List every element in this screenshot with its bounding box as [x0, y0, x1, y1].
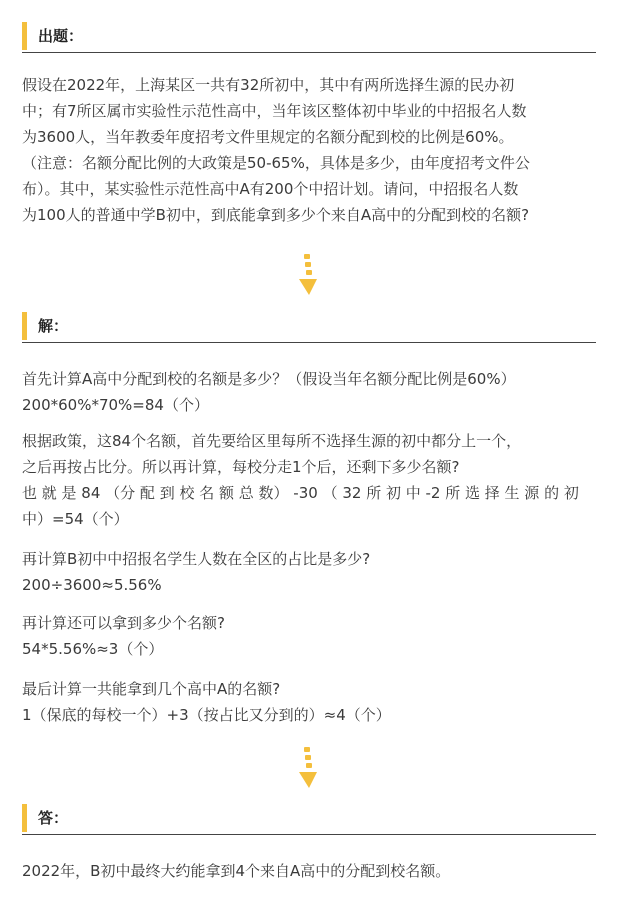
- solution-step-5: 最后计算一共能拿到几个高中A的名额? 1（保底的每校一个）+3（按占比又分到的）≈4（个）: [22, 680, 391, 724]
- accent-bar: [22, 312, 27, 340]
- answer-header-label: 答：: [38, 809, 69, 827]
- solution-header-label: 解：: [38, 317, 69, 335]
- solution-step-2: 根据政策，这84个名额，首先要给区里每所不选择生源的初中都分上一个， 之后再按占比分。所以再计算，每校分走1个后，还剩下多少名额? 也 就 是 84 （分 配 到 校 名 额 总 数） -30 （ 32 所 初 中 -2 所 选 择 生 源 的 初 中）=54（个）: [22, 432, 579, 528]
- question-header: [22, 18, 596, 53]
- solution-step-4: 再计算还可以拿到多少个名额? 54*5.56%≈3（个）: [22, 614, 225, 658]
- accent-bar: [22, 22, 27, 50]
- question-text: 假设在2022年，上海某区一共有32所初中，其中有两所选择生源的民办初 中；有7所区属市实验性示范性高中，当年该区整体初中毕业的中招报名人数 为3600人，当年教委年度招考文件里规定的名额分配到校的比例是60%。 （注意：名额分配比例的大政策是50-65%，具体是多少，由年度招考文件公 布）。其中，某实验性示范性高中A有200个中招计划。请问，中招报名人数 为100人的普通中学B初中，到底能拿到多少个来自A高中的分配到校的名额?: [22, 76, 530, 224]
- question-header-label: 出题：: [38, 27, 84, 45]
- solution-step-1: 首先计算A高中分配到校的名额是多少？（假设当年名额分配比例是60%） 200*60%*70%=84（个）: [22, 370, 516, 414]
- solution-header: [22, 308, 596, 343]
- accent-bar: [22, 804, 27, 832]
- solution-step-3: 再计算B初中中招报名学生人数在全区的占比是多少? 200÷3600≈5.56%: [22, 550, 371, 594]
- answer-text: 2022年，B初中最终大约能拿到4个来自A高中的分配到校名额。: [22, 862, 451, 880]
- dashed-down-arrow-icon: [296, 252, 320, 296]
- dashed-down-arrow-icon: [296, 745, 320, 789]
- answer-header: [22, 800, 596, 835]
